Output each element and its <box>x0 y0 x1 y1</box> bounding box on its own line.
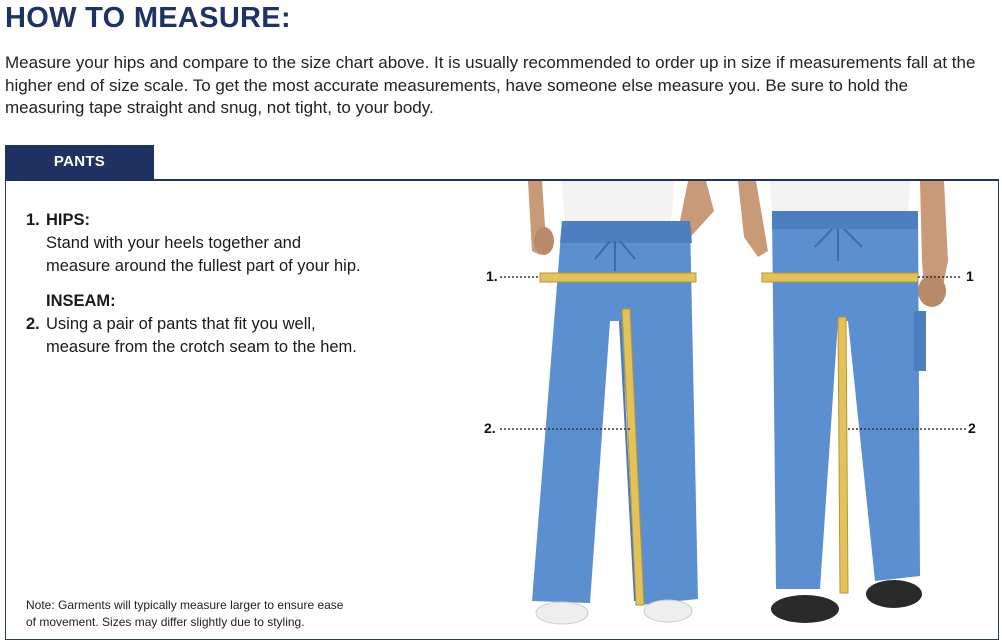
intro-paragraph: Measure your hips and compare to the size chart above. It is usually recommended to order up in size if measurements fall at the higher end of size scale. To get the most accurate measurements, have someone else measure you. Be sure to hold the measuring tape straight and snug, not tight, to your body. <box>5 53 976 117</box>
instructions <box>26 209 466 359</box>
step-number: 2. <box>26 315 40 333</box>
note-line: of movement. Sizes may differ slightly due to styling. <box>26 615 305 629</box>
step-hips <box>26 209 466 278</box>
marker-1-right: 1 <box>966 268 974 284</box>
step-heading: HIPS: <box>46 211 91 229</box>
step-body-line: measure around the fullest part of your hip. <box>46 257 361 275</box>
pants-figures <box>470 181 998 639</box>
step-number: 1. <box>26 211 40 229</box>
step-inseam <box>26 290 466 359</box>
marker-2-right: 2 <box>968 420 976 436</box>
footnote <box>26 597 446 631</box>
pants-tab: PANTS <box>5 145 154 179</box>
marker-1-left: 1. <box>486 268 498 284</box>
note-line: Note: Garments will typically measure larger to ensure ease <box>26 598 344 612</box>
marker-2-left: 2. <box>484 420 496 436</box>
measurement-illustration <box>470 181 998 639</box>
step-body-line: Stand with your heels together and <box>46 234 302 252</box>
left-figure <box>528 181 714 624</box>
step-body-line: Using a pair of pants that fit you well, <box>46 315 316 333</box>
page-title: HOW TO MEASURE: <box>5 2 291 34</box>
step-body-line: measure from the crotch seam to the hem. <box>46 338 357 356</box>
step-heading: INSEAM: <box>46 292 116 310</box>
right-figure <box>738 181 948 623</box>
